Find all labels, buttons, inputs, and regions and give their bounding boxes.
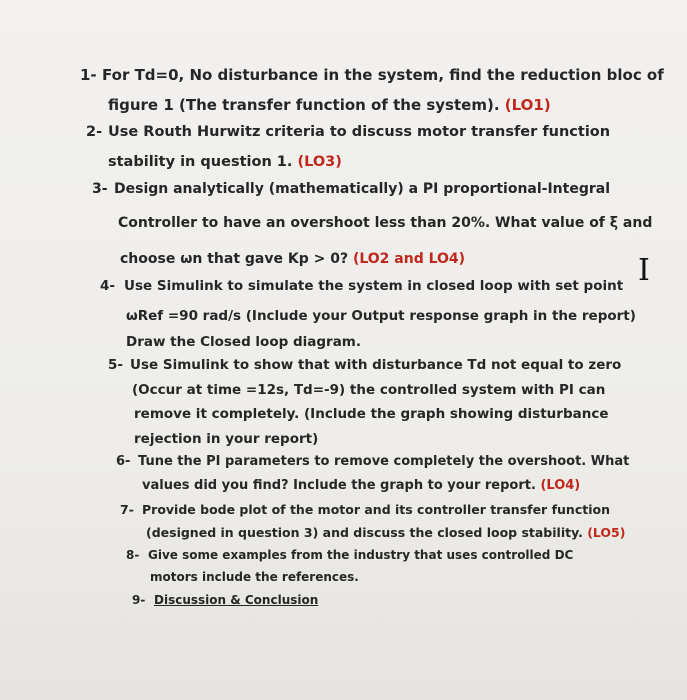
question-2-lo-tag: (LO3) <box>297 154 342 170</box>
question-9-number: 9- <box>132 593 146 607</box>
question-4-line-3: Draw the Closed loop diagram. <box>126 334 361 350</box>
question-5-line-3: remove it completely. (Include the graph showing disturbance <box>134 406 609 422</box>
question-7-lo-tag: (LO5) <box>587 525 626 540</box>
question-8-number: 8- <box>126 548 140 562</box>
question-1-number: 1- <box>80 66 97 84</box>
question-3-line-1: Design analytically (mathematically) a PI proportional-Integral <box>114 181 611 197</box>
question-9-line-1: Discussion & Conclusion <box>154 593 319 607</box>
question-3-line-3: choose ωn that gave Kp > 0? <box>120 251 353 267</box>
question-1-line-2: figure 1 (The transfer function of the system). <box>108 96 505 114</box>
question-2-line-2: stability in question 1. <box>108 154 298 170</box>
question-8-line-2: motors include the references. <box>150 570 359 584</box>
question-6-lo-tag: (LO4) <box>540 478 581 493</box>
question-7-line-2: (designed in question 3) and discuss the closed loop stability. <box>146 525 588 540</box>
question-5-line-1: Use Simulink to show that with disturbance Td not equal to zero <box>130 357 622 373</box>
question-7-number: 7- <box>120 502 134 517</box>
text-cursor-icon: I <box>638 253 650 288</box>
question-6-number: 6- <box>116 454 131 469</box>
question-4-line-1: Use Simulink to simulate the system in closed loop with set point <box>124 278 624 294</box>
question-2-line-1: Use Routh Hurwitz criteria to discuss motor transfer function <box>108 124 611 140</box>
question-5-line-4: rejection in your report) <box>134 431 319 447</box>
question-6-line-1: Tune the PI parameters to remove completely the overshoot. What <box>138 454 630 469</box>
question-6-line-2: values did you find? Include the graph to your report. <box>142 478 541 493</box>
question-4-line-2: ωRef =90 rad/s (Include your Output response graph in the report) <box>126 308 636 324</box>
question-7-line-1: Provide bode plot of the motor and its controller transfer function <box>142 502 610 517</box>
question-4-number: 4- <box>100 278 115 294</box>
question-5-number: 5- <box>108 357 123 373</box>
question-2-number: 2- <box>86 124 103 140</box>
question-1-lo-tag: (LO1) <box>504 96 551 114</box>
question-3-number: 3- <box>92 181 108 197</box>
question-3-line-2: Controller to have an overshoot less than 20%. What value of ξ and <box>118 215 653 231</box>
question-5-line-2: (Occur at time =12s, Td=-9) the controlled system with PI can <box>132 382 606 398</box>
question-1-line-1: For Td=0, No disturbance in the system, find the reduction bloc of <box>102 66 664 84</box>
question-8-line-1: Give some examples from the industry that uses controlled DC <box>148 548 574 562</box>
question-3-lo-tag: (LO2 and LO4) <box>352 251 466 267</box>
